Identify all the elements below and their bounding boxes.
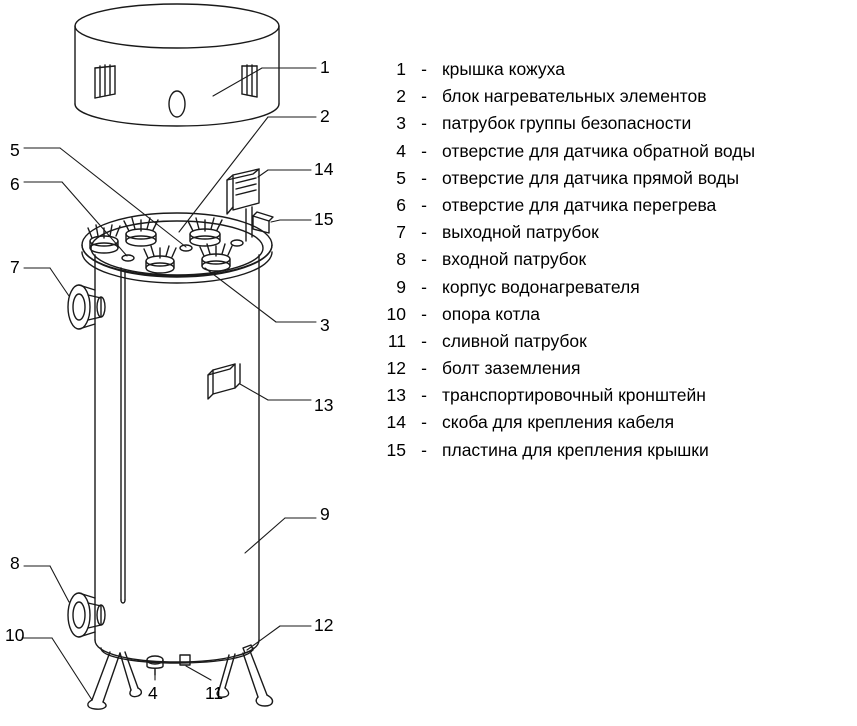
legend-dash: - bbox=[421, 385, 427, 406]
legend-dash: - bbox=[421, 358, 427, 379]
legend-dash: - bbox=[421, 439, 427, 460]
inlet-pipe-flange bbox=[68, 593, 105, 637]
legend-label: патрубок группы безопасности bbox=[442, 113, 692, 134]
legend-item bbox=[372, 437, 852, 464]
legend-dash: - bbox=[421, 222, 427, 243]
legend-label: корпус водонагревателя bbox=[442, 276, 640, 297]
legend-label: отверстие для датчика прямой воды bbox=[442, 167, 740, 188]
legend-label: входной патрубок bbox=[442, 249, 587, 270]
callout-6: 6 bbox=[10, 174, 20, 194]
transport-bracket bbox=[208, 364, 240, 399]
callout-8: 8 bbox=[10, 553, 20, 573]
callout-13: 13 bbox=[314, 395, 334, 415]
callout-9: 9 bbox=[320, 504, 330, 524]
legend-number: 1 bbox=[396, 59, 406, 79]
legend-item bbox=[372, 246, 852, 273]
legend-dash: - bbox=[421, 167, 427, 188]
legend-number: 9 bbox=[396, 276, 406, 297]
cover-cap bbox=[75, 4, 279, 126]
legend-item bbox=[372, 274, 852, 301]
callout-15: 15 bbox=[314, 209, 334, 229]
callout-4: 4 bbox=[148, 683, 158, 703]
legend-item bbox=[372, 219, 852, 246]
callout-14: 14 bbox=[314, 159, 334, 179]
legend-item bbox=[372, 138, 852, 165]
legend-dash: - bbox=[421, 194, 427, 215]
legend-item bbox=[372, 409, 852, 436]
heating-element-head bbox=[144, 246, 176, 273]
legend-item bbox=[372, 56, 852, 83]
legend-dash: - bbox=[421, 249, 427, 270]
legend-number: 8 bbox=[396, 249, 406, 270]
legend-label: отверстие для датчика обратной воды bbox=[442, 140, 756, 161]
legend-number: 10 bbox=[386, 303, 406, 324]
legend-label: сливной патрубок bbox=[442, 330, 587, 351]
callout-11: 11 bbox=[205, 683, 224, 703]
legend-number: 7 bbox=[396, 222, 406, 243]
callout-2: 2 bbox=[320, 106, 330, 126]
legend-number: 5 bbox=[396, 167, 406, 188]
legend-item bbox=[372, 355, 852, 382]
outlet-pipe-flange bbox=[68, 285, 105, 329]
sensor-port bbox=[180, 245, 192, 251]
legend-number: 2 bbox=[396, 86, 406, 107]
heating-element-head bbox=[200, 244, 232, 271]
heating-element-block bbox=[82, 213, 272, 283]
legend-number: 14 bbox=[386, 412, 406, 433]
legend-dash: - bbox=[421, 276, 427, 297]
callout-3: 3 bbox=[320, 315, 330, 335]
legend-dash: - bbox=[421, 140, 427, 161]
legend-item bbox=[372, 165, 852, 192]
legend-item bbox=[372, 382, 852, 409]
legend-number: 3 bbox=[396, 113, 406, 134]
leader-lines bbox=[22, 68, 316, 703]
sensor-port bbox=[122, 255, 134, 261]
legend-item bbox=[372, 301, 852, 328]
tank-body bbox=[95, 255, 259, 663]
legend-number: 12 bbox=[386, 358, 406, 379]
callout-7: 7 bbox=[10, 257, 20, 277]
callout-5: 5 bbox=[10, 140, 20, 160]
legend-item bbox=[372, 83, 852, 110]
legend-dash: - bbox=[421, 59, 427, 79]
legend-item bbox=[372, 192, 852, 219]
legend-label: скоба для крепления кабеля bbox=[442, 412, 675, 433]
callout-12: 12 bbox=[314, 615, 334, 635]
legend-list bbox=[372, 56, 852, 464]
legend-item bbox=[372, 328, 852, 355]
heating-element-head bbox=[188, 218, 222, 246]
legend-label: опора котла bbox=[442, 303, 541, 324]
legend-label: блок нагревательных элементов bbox=[442, 86, 707, 107]
legend-number: 4 bbox=[396, 140, 406, 161]
legend-dash: - bbox=[421, 412, 427, 433]
legend-number: 6 bbox=[396, 194, 406, 215]
legend-dash: - bbox=[421, 113, 427, 134]
legend-dash: - bbox=[421, 303, 427, 324]
cover-fixing-plate bbox=[253, 212, 273, 233]
legend-number: 11 bbox=[387, 330, 406, 351]
legend-dash: - bbox=[421, 86, 427, 107]
legend-label: выходной патрубок bbox=[442, 222, 599, 243]
legend-number: 15 bbox=[386, 439, 406, 460]
legend-label: пластина для крепления крышки bbox=[442, 439, 709, 460]
legend-label: отверстие для датчика перегрева bbox=[442, 194, 717, 215]
sensor-port bbox=[231, 240, 243, 246]
legend-label: болт заземления bbox=[442, 358, 581, 379]
callout-1: 1 bbox=[320, 57, 330, 77]
legend-dash: - bbox=[421, 330, 427, 351]
legend-item bbox=[372, 110, 852, 137]
callout-10: 10 bbox=[5, 625, 25, 645]
legend-number: 13 bbox=[386, 385, 406, 406]
legend-label: транспортировочный кронштейн bbox=[442, 385, 706, 406]
legend-label: крышка кожуха bbox=[442, 59, 565, 79]
